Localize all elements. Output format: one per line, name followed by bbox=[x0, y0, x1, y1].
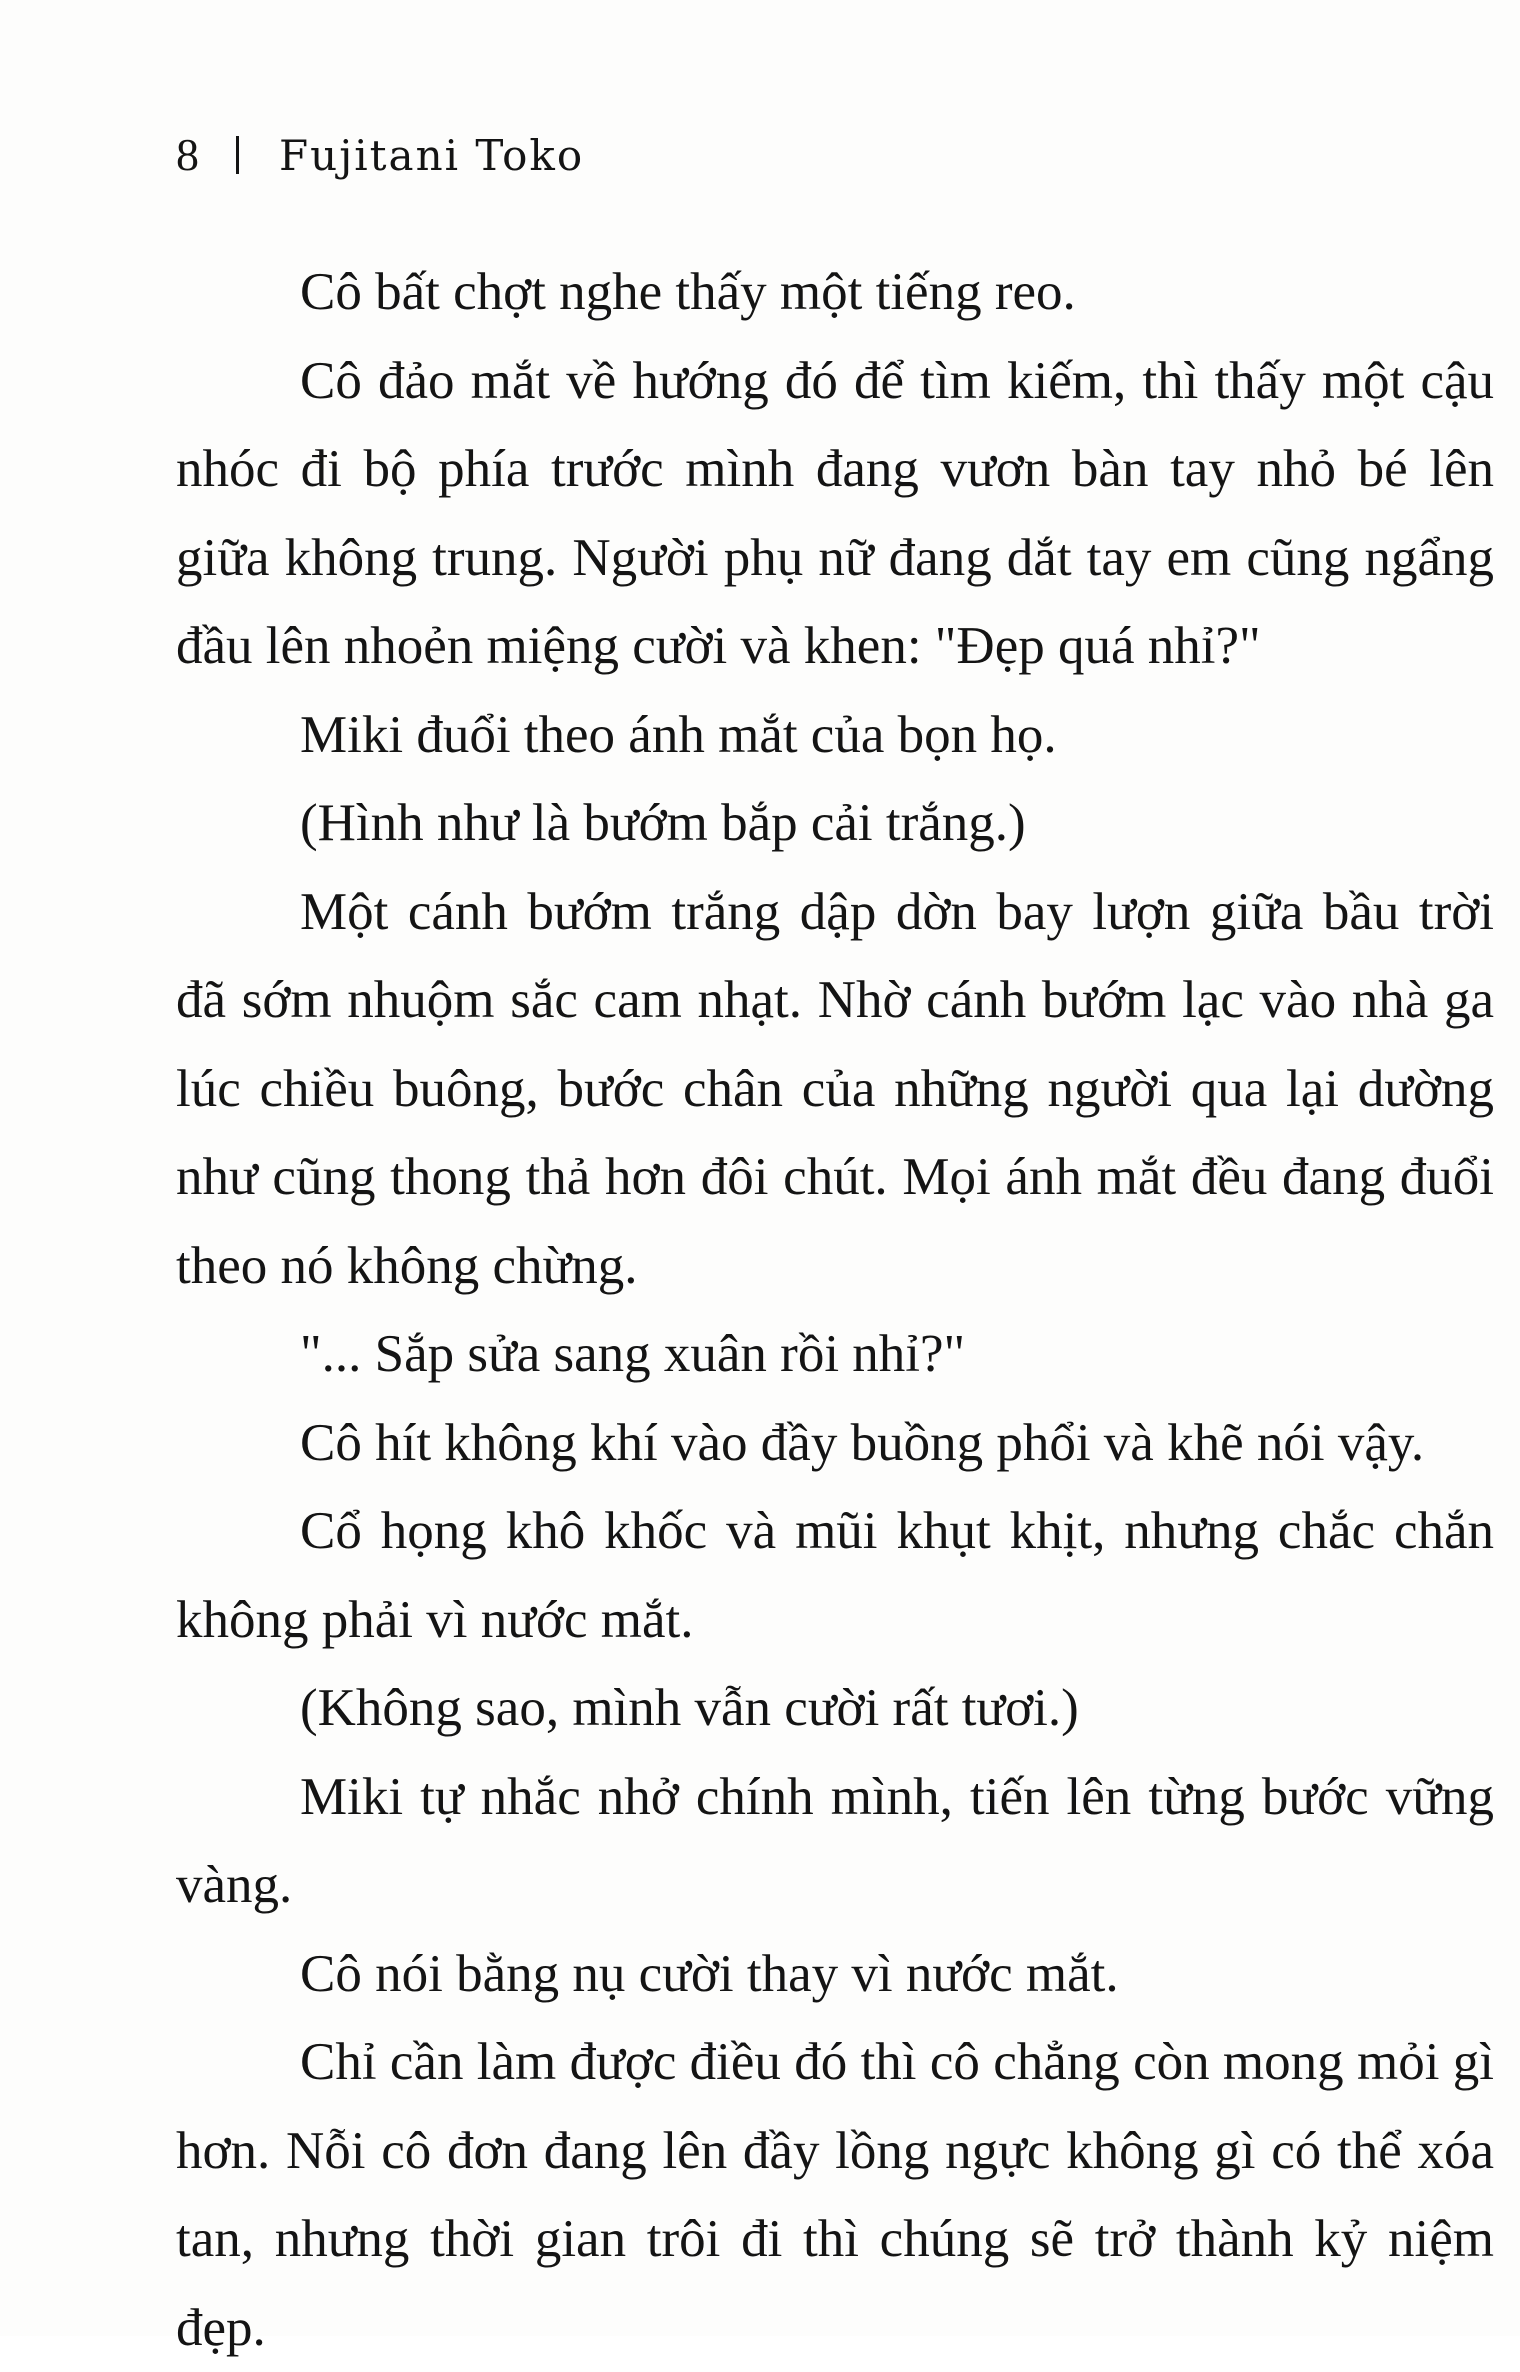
body-text bbox=[176, 248, 1494, 2372]
paragraph: (Hình như là bướm bắp cải trắng.) bbox=[300, 794, 1026, 852]
paragraph: Một cánh bướm trắng dập dờn bay lượn giữa bầu trời đã sớm nhuộm sắc cam nhạt. Nhờ cánh bướm lạc vào nhà ga lúc chiều buông, bước chân của những người qua lại dường như cũng thong thả hơn đôi chút. Mọi ánh mắt đều đang đuổi theo nó không chừng. bbox=[176, 882, 1494, 1295]
paragraph: Cô nói bằng nụ cười thay vì nước mắt. bbox=[300, 1944, 1119, 2003]
paragraph: Cô bất chợt nghe thấy một tiếng reo. bbox=[300, 263, 1076, 321]
paragraph: Cô hít không khí vào đầy buồng phổi và khẽ nói vậy. bbox=[300, 1413, 1425, 1472]
running-head bbox=[176, 128, 584, 181]
paragraph: Cổ họng khô khốc và mũi khụt khịt, nhưng chắc chắn không phải vì nước mắt. bbox=[176, 1502, 1494, 1649]
header-separator bbox=[236, 136, 239, 174]
paragraph: Chỉ cần làm được điều đó thì cô chẳng còn mong mỏi gì hơn. Nỗi cô đơn đang lên đầy lồng ngực không gì có thể xóa tan, nhưng thời gian trôi đi thì chúng sẽ trở thành kỷ niệm đẹp. bbox=[176, 2033, 1494, 2357]
paragraph: Miki đuổi theo ánh mắt của bọn họ. bbox=[300, 705, 1057, 764]
paragraph: (Không sao, mình vẫn cười rất tươi.) bbox=[300, 1679, 1079, 1737]
paragraph: Cô đảo mắt về hướng đó để tìm kiếm, thì thấy một cậu nhóc đi bộ phía trước mình đang vươn bàn tay nhỏ bé lên giữa không trung. Người phụ nữ đang dắt tay em cũng ngẩng đầu lên nhoẻn miệng cười và khen: "Đẹp quá nhỉ?" bbox=[176, 351, 1494, 675]
paragraph: "... Sắp sửa sang xuân rồi nhỉ?" bbox=[300, 1325, 966, 1383]
page-number: 8 bbox=[176, 129, 200, 180]
author-name: Fujitani Toko bbox=[279, 131, 585, 180]
paragraph: Miki tự nhắc nhở chính mình, tiến lên từng bước vững vàng. bbox=[176, 1767, 1494, 1914]
